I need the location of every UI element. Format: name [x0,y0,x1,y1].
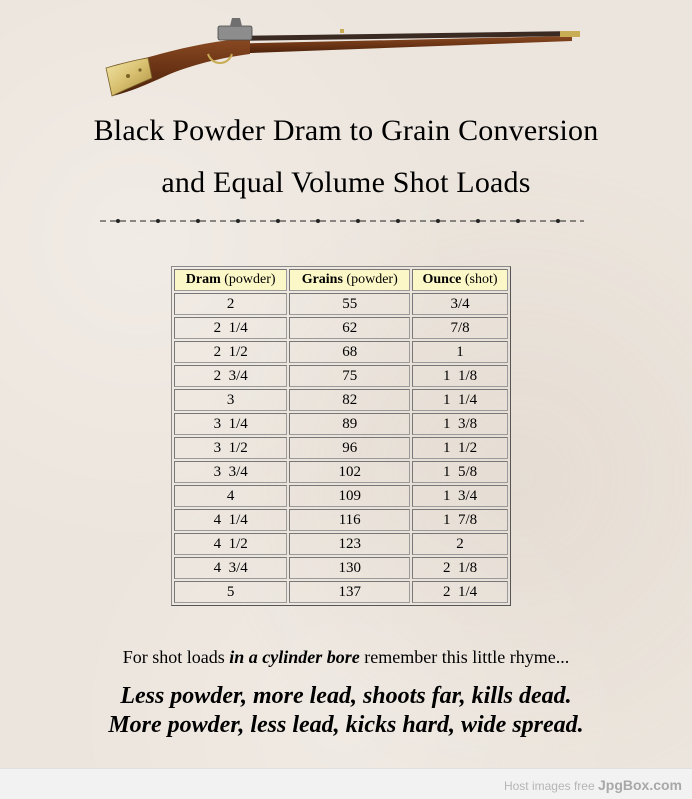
ounce-cell: 2 1/4 [412,581,508,603]
grains-cell: 68 [289,341,410,363]
rhyme-line-1: Less powder, more lead, shoots far, kills dead. [120,683,572,709]
table-header-row [174,269,508,291]
table-row [174,365,508,387]
rhyme-intro-text-end: remember this little rhyme... [359,647,570,667]
ounce-cell: 1 5/8 [412,461,508,483]
grains-cell: 62 [289,317,410,339]
rhyme-intro [0,647,692,668]
table-row [174,437,508,459]
table-row [174,509,508,531]
dram-cell: 4 1/2 [174,533,287,555]
ounce-cell: 1 1/8 [412,365,508,387]
header-ounce [412,269,508,291]
table-row [174,485,508,507]
grains-cell: 109 [289,485,410,507]
ounce-cell: 1 3/8 [412,413,508,435]
ounce-cell: 1 1/2 [412,437,508,459]
ounce-cell: 7/8 [412,317,508,339]
grains-cell: 55 [289,293,410,315]
table-row [174,533,508,555]
dram-cell: 3 1/2 [174,437,287,459]
table-row [174,557,508,579]
header-dram-bold: Dram [185,272,221,287]
dram-cell: 3 [174,389,287,411]
header-ounce-bold: Ounce [422,272,462,287]
grains-cell: 96 [289,437,410,459]
dram-cell: 4 [174,485,287,507]
table-row [174,293,508,315]
ounce-cell: 1 [412,341,508,363]
page-title-line-2: and Equal Volume Shot Loads [161,166,531,199]
ounce-cell: 3/4 [412,293,508,315]
ounce-cell: 1 7/8 [412,509,508,531]
grains-cell: 116 [289,509,410,531]
header-ounce-unit: (shot) [461,272,498,287]
table-row [174,389,508,411]
dram-cell: 3 3/4 [174,461,287,483]
flintlock-rifle-image [100,14,584,100]
dram-cell: 4 1/4 [174,509,287,531]
table-row [174,461,508,483]
host-footer-credit[interactable] [504,777,682,793]
ounce-cell: 1 3/4 [412,485,508,507]
dram-cell: 2 1/2 [174,341,287,363]
dram-cell: 2 [174,293,287,315]
grains-cell: 89 [289,413,410,435]
conversion-table [171,266,511,606]
table-row [174,317,508,339]
dram-cell: 4 3/4 [174,557,287,579]
header-grains-unit: (powder) [342,272,398,287]
host-footer-bar [0,768,692,799]
footer-text: Host images free [503,779,598,793]
ounce-cell: 2 [412,533,508,555]
grains-cell: 137 [289,581,410,603]
dram-cell: 2 3/4 [174,365,287,387]
dram-cell: 5 [174,581,287,603]
page-title-line-1: Black Powder Dram to Grain Conversion [93,114,599,147]
grains-cell: 102 [289,461,410,483]
grains-cell: 123 [289,533,410,555]
conversion-table-container [171,266,511,606]
ounce-cell: 2 1/8 [412,557,508,579]
grains-cell: 130 [289,557,410,579]
header-grains [289,269,410,291]
table-row [174,413,508,435]
rhyme-intro-emphasis: in a cylinder bore [229,647,360,667]
rhyme-line-2: More powder, less lead, kicks hard, wide spread. [108,712,584,738]
header-dram [174,269,287,291]
dashed-star-divider [100,214,584,228]
table-row [174,341,508,363]
grains-cell: 82 [289,389,410,411]
table-row [174,581,508,603]
dram-cell: 3 1/4 [174,413,287,435]
dram-cell: 2 1/4 [174,317,287,339]
header-grains-bold: Grains [301,272,343,287]
rhyme-intro-text: For shot loads [122,647,230,667]
ounce-cell: 1 1/4 [412,389,508,411]
footer-brand-link[interactable]: JpgBox.com [597,777,682,793]
header-dram-unit: (powder) [220,272,276,287]
grains-cell: 75 [289,365,410,387]
